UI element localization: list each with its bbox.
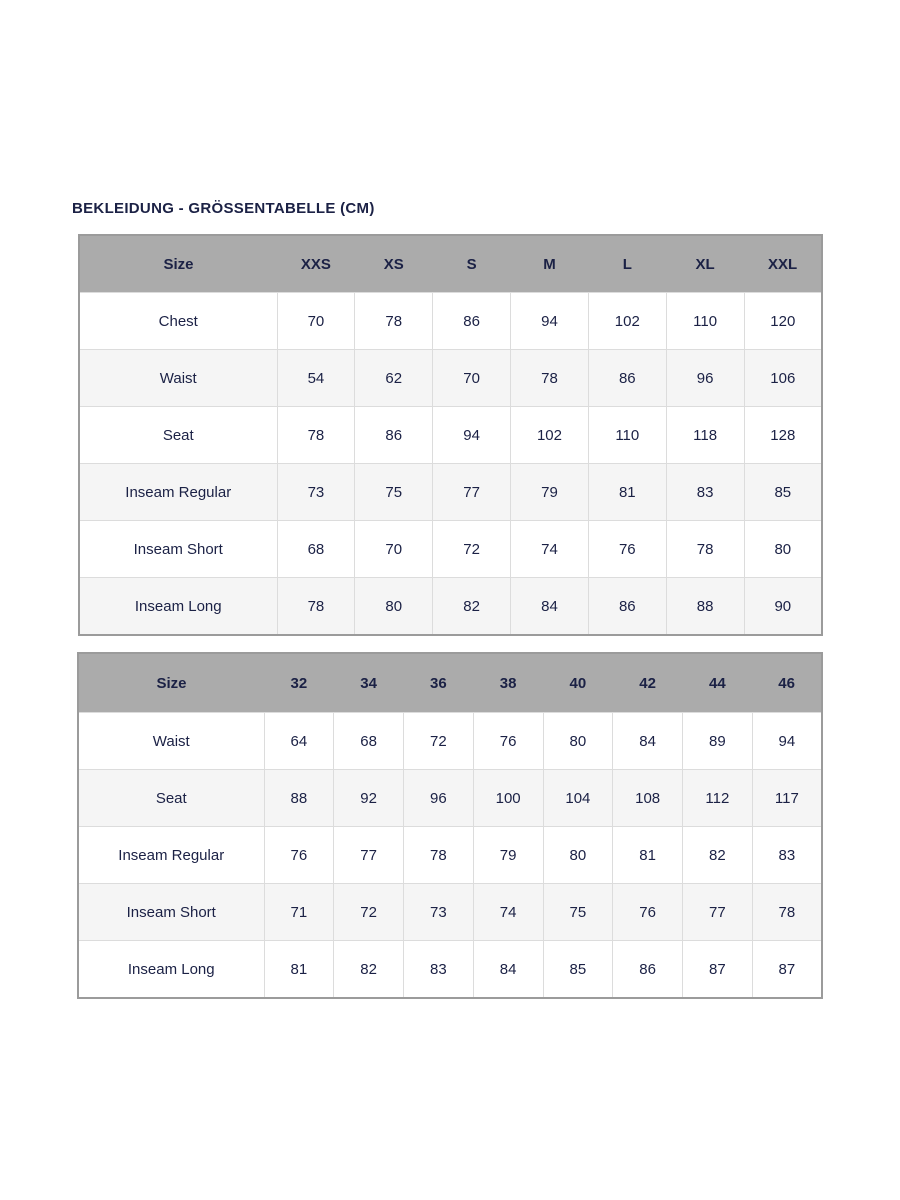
cell-value: 62 <box>355 350 433 407</box>
size-column-header: Size <box>79 235 277 293</box>
header-row <box>79 235 822 293</box>
column-header: XS <box>355 235 433 293</box>
column-header: L <box>588 235 666 293</box>
cell-value: 83 <box>666 464 744 521</box>
cell-value: 90 <box>744 578 822 636</box>
column-header: XXS <box>277 235 355 293</box>
cell-value: 110 <box>666 293 744 350</box>
table-row <box>78 713 822 770</box>
cell-value: 79 <box>511 464 589 521</box>
column-header: 36 <box>404 653 474 713</box>
cell-value: 68 <box>334 713 404 770</box>
cell-value: 110 <box>588 407 666 464</box>
cell-value: 83 <box>752 827 822 884</box>
cell-value: 84 <box>473 941 543 999</box>
cell-value: 117 <box>752 770 822 827</box>
cell-value: 102 <box>511 407 589 464</box>
column-header: 46 <box>752 653 822 713</box>
cell-value: 80 <box>744 521 822 578</box>
cell-value: 77 <box>433 464 511 521</box>
column-header: 38 <box>473 653 543 713</box>
cell-value: 71 <box>264 884 334 941</box>
cell-value: 84 <box>613 713 683 770</box>
cell-value: 72 <box>334 884 404 941</box>
cell-value: 92 <box>334 770 404 827</box>
cell-value: 77 <box>334 827 404 884</box>
cell-value: 81 <box>588 464 666 521</box>
column-header: XL <box>666 235 744 293</box>
cell-value: 83 <box>404 941 474 999</box>
column-header: M <box>511 235 589 293</box>
cell-value: 75 <box>543 884 613 941</box>
cell-value: 76 <box>588 521 666 578</box>
cell-value: 86 <box>613 941 683 999</box>
cell-value: 86 <box>588 578 666 636</box>
row-label: Inseam Long <box>79 578 277 636</box>
cell-value: 70 <box>355 521 433 578</box>
table-row <box>79 350 822 407</box>
cell-value: 78 <box>404 827 474 884</box>
cell-value: 78 <box>277 407 355 464</box>
cell-value: 82 <box>683 827 753 884</box>
cell-value: 87 <box>752 941 822 999</box>
cell-value: 72 <box>433 521 511 578</box>
cell-value: 80 <box>543 827 613 884</box>
table-row <box>79 293 822 350</box>
cell-value: 68 <box>277 521 355 578</box>
cell-value: 80 <box>355 578 433 636</box>
table-row <box>78 827 822 884</box>
cell-value: 96 <box>404 770 474 827</box>
page-title: BEKLEIDUNG - GRÖSSENTABELLE (CM) <box>72 200 375 217</box>
cell-value: 72 <box>404 713 474 770</box>
cell-value: 81 <box>264 941 334 999</box>
column-header: 40 <box>543 653 613 713</box>
cell-value: 88 <box>666 578 744 636</box>
cell-value: 106 <box>744 350 822 407</box>
cell-value: 78 <box>355 293 433 350</box>
cell-value: 76 <box>473 713 543 770</box>
cell-value: 96 <box>666 350 744 407</box>
cell-value: 89 <box>683 713 753 770</box>
cell-value: 128 <box>744 407 822 464</box>
row-label: Inseam Regular <box>78 827 264 884</box>
table-row <box>79 407 822 464</box>
cell-value: 102 <box>588 293 666 350</box>
numeric-size-table <box>77 652 823 999</box>
cell-value: 70 <box>277 293 355 350</box>
cell-value: 64 <box>264 713 334 770</box>
row-label: Inseam Short <box>79 521 277 578</box>
cell-value: 85 <box>744 464 822 521</box>
cell-value: 94 <box>433 407 511 464</box>
cell-value: 78 <box>752 884 822 941</box>
cell-value: 73 <box>404 884 474 941</box>
cell-value: 100 <box>473 770 543 827</box>
cell-value: 79 <box>473 827 543 884</box>
cell-value: 94 <box>511 293 589 350</box>
cell-value: 78 <box>666 521 744 578</box>
cell-value: 74 <box>511 521 589 578</box>
cell-value: 88 <box>264 770 334 827</box>
row-label: Chest <box>79 293 277 350</box>
row-label: Inseam Long <box>78 941 264 999</box>
column-header: XXL <box>744 235 822 293</box>
cell-value: 54 <box>277 350 355 407</box>
header-row <box>78 653 822 713</box>
row-label: Waist <box>78 713 264 770</box>
table-row <box>79 578 822 636</box>
cell-value: 86 <box>588 350 666 407</box>
row-label: Inseam Regular <box>79 464 277 521</box>
cell-value: 77 <box>683 884 753 941</box>
table-row <box>78 884 822 941</box>
cell-value: 86 <box>433 293 511 350</box>
table-row <box>79 464 822 521</box>
cell-value: 70 <box>433 350 511 407</box>
cell-value: 78 <box>277 578 355 636</box>
cell-value: 84 <box>511 578 589 636</box>
cell-value: 75 <box>355 464 433 521</box>
table-row <box>78 770 822 827</box>
column-header: 44 <box>683 653 753 713</box>
cell-value: 87 <box>683 941 753 999</box>
cell-value: 80 <box>543 713 613 770</box>
table-row <box>79 521 822 578</box>
cell-value: 74 <box>473 884 543 941</box>
column-header: S <box>433 235 511 293</box>
cell-value: 76 <box>613 884 683 941</box>
row-label: Waist <box>79 350 277 407</box>
column-header: 32 <box>264 653 334 713</box>
cell-value: 104 <box>543 770 613 827</box>
cell-value: 86 <box>355 407 433 464</box>
cell-value: 82 <box>334 941 404 999</box>
cell-value: 82 <box>433 578 511 636</box>
column-header: 42 <box>613 653 683 713</box>
cell-value: 94 <box>752 713 822 770</box>
cell-value: 78 <box>511 350 589 407</box>
cell-value: 76 <box>264 827 334 884</box>
cell-value: 81 <box>613 827 683 884</box>
row-label: Seat <box>79 407 277 464</box>
clothing-size-table <box>78 234 823 636</box>
table-row <box>78 941 822 999</box>
cell-value: 120 <box>744 293 822 350</box>
cell-value: 112 <box>683 770 753 827</box>
cell-value: 85 <box>543 941 613 999</box>
size-column-header: Size <box>78 653 264 713</box>
cell-value: 108 <box>613 770 683 827</box>
row-label: Inseam Short <box>78 884 264 941</box>
row-label: Seat <box>78 770 264 827</box>
column-header: 34 <box>334 653 404 713</box>
cell-value: 73 <box>277 464 355 521</box>
cell-value: 118 <box>666 407 744 464</box>
